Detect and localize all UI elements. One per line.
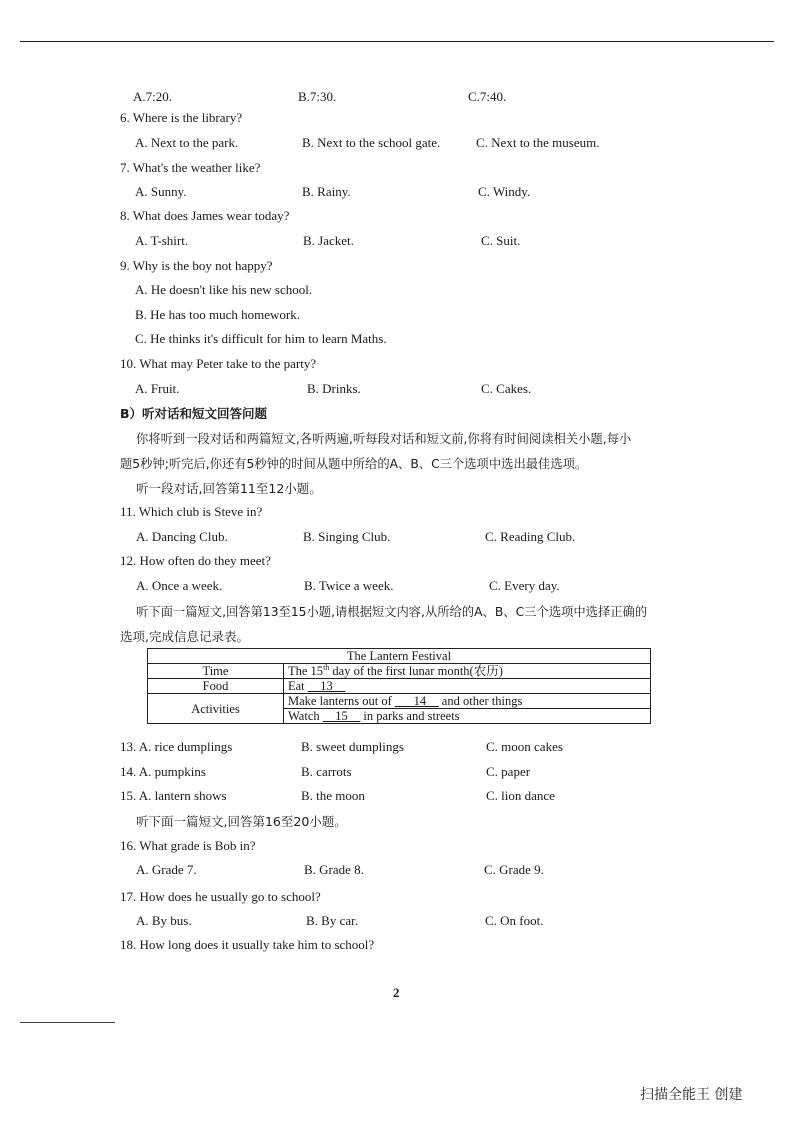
q9-option-b: B. He has too much homework. <box>135 307 301 322</box>
q6-option-b: B. Next to the school gate. <box>302 135 441 150</box>
q12-option-b: B. Twice a week. <box>304 578 394 593</box>
q16-stem: 16. What grade is Bob in? <box>120 838 256 853</box>
q5-option-b: B.7:30. <box>298 89 337 104</box>
activity-1: Make lanterns out of ___14__ and other things <box>284 694 651 709</box>
q12-option-a: A. Once a week. <box>136 578 223 593</box>
q10-option-a: A. Fruit. <box>135 381 180 396</box>
lantern-festival-table <box>147 648 651 724</box>
q16-option-a: A. Grade 7. <box>136 862 197 877</box>
q16-option-c: C. Grade 9. <box>484 862 544 877</box>
q15-option-b: B. the moon <box>301 788 365 803</box>
q12-stem: 12. How often do they meet? <box>120 553 271 568</box>
blank-14: ___14__ <box>394 694 439 708</box>
scanner-watermark: 扫描全能王 创建 <box>640 1087 743 1103</box>
section-b-instruction-2: 题5秒钟;听完后,你还有5秒钟的时间从题中所给的A、B、C三个选项中选出最佳选项。 <box>120 457 588 471</box>
q10-option-c: C. Cakes. <box>481 381 532 396</box>
q10-stem: 10. What may Peter take to the party? <box>120 356 317 371</box>
q14-option-c: C. paper <box>486 764 531 779</box>
q5-option-c: C.7:40. <box>468 89 507 104</box>
q12-option-c: C. Every day. <box>489 578 560 593</box>
q13-option-a: 13. A. rice dumplings <box>120 739 233 754</box>
passage1-intro-2: 选项,完成信息记录表。 <box>120 629 249 644</box>
section-b-heading: B）听对话和短文回答问题 <box>120 406 268 421</box>
header-rule <box>20 41 774 42</box>
q18-stem: 18. How long does it usually take him to school? <box>120 937 375 952</box>
q17-stem: 17. How does he usually go to school? <box>120 889 321 904</box>
footer-rule <box>20 1022 115 1023</box>
q15-option-c: C. lion dance <box>486 788 555 803</box>
q8-option-a: A. T-shirt. <box>135 233 189 248</box>
q6-option-c: C. Next to the museum. <box>476 135 600 150</box>
q13-option-c: C. moon cakes <box>486 739 563 754</box>
q11-option-b: B. Singing Club. <box>303 529 391 544</box>
q7-option-c: C. Windy. <box>478 184 531 199</box>
q7-stem: 7. What's the weather like? <box>120 160 261 175</box>
food-value: Eat __13__ <box>284 679 651 694</box>
passage1-intro-1: 听下面一篇短文,回答第13至15小题,请根据短文内容,从所给的A、B、C三个选项中选择正确的 <box>136 605 648 619</box>
q9-option-c: C. He thinks it's difficult for him to learn Maths. <box>135 331 387 346</box>
q7-option-b: B. Rainy. <box>302 184 351 199</box>
q8-option-b: B. Jacket. <box>303 233 354 248</box>
page-number: 2 <box>393 985 400 1000</box>
q11-option-c: C. Reading Club. <box>485 529 576 544</box>
q9-option-a: A. He doesn't like his new school. <box>135 282 313 297</box>
blank-13: __13__ <box>307 679 346 693</box>
q8-stem: 8. What does James wear today? <box>120 208 290 223</box>
passage2-intro: 听下面一篇短文,回答第16至20小题。 <box>136 814 347 829</box>
q10-option-b: B. Drinks. <box>307 381 361 396</box>
q17-option-b: B. By car. <box>306 913 358 928</box>
q14-option-a: 14. A. pumpkins <box>120 764 206 779</box>
q5-option-a: A.7:20. <box>133 89 172 104</box>
q17-option-c: C. On foot. <box>485 913 544 928</box>
q6-option-a: A. Next to the park. <box>135 135 239 150</box>
activity-2: Watch __15__ in parks and streets <box>284 709 651 724</box>
q14-option-b: B. carrots <box>301 764 352 779</box>
section-b-instruction-1: 你将听到一段对话和两篇短文,各听两遍,听每段对话和短文前,你将有时间阅读相关小题,每小 <box>136 432 632 446</box>
blank-15: __15__ <box>322 709 361 723</box>
q16-option-b: B. Grade 8. <box>304 862 364 877</box>
table-title: The Lantern Festival <box>148 649 651 664</box>
q13-option-b: B. sweet dumplings <box>301 739 404 754</box>
q6-stem: 6. Where is the library? <box>120 110 243 125</box>
q17-option-a: A. By bus. <box>136 913 192 928</box>
time-label: Time <box>148 664 284 679</box>
food-label: Food <box>148 679 284 694</box>
activities-label: Activities <box>148 694 284 724</box>
time-value: The 15th day of the first lunar month(农历) <box>284 664 651 679</box>
dialogue-intro: 听一段对话,回答第11至12小题。 <box>136 481 322 496</box>
q9-stem: 9. Why is the boy not happy? <box>120 258 273 273</box>
q11-option-a: A. Dancing Club. <box>136 529 228 544</box>
q15-option-a: 15. A. lantern shows <box>120 788 227 803</box>
q11-stem: 11. Which club is Steve in? <box>120 504 263 519</box>
q8-option-c: C. Suit. <box>481 233 521 248</box>
q7-option-a: A. Sunny. <box>135 184 187 199</box>
